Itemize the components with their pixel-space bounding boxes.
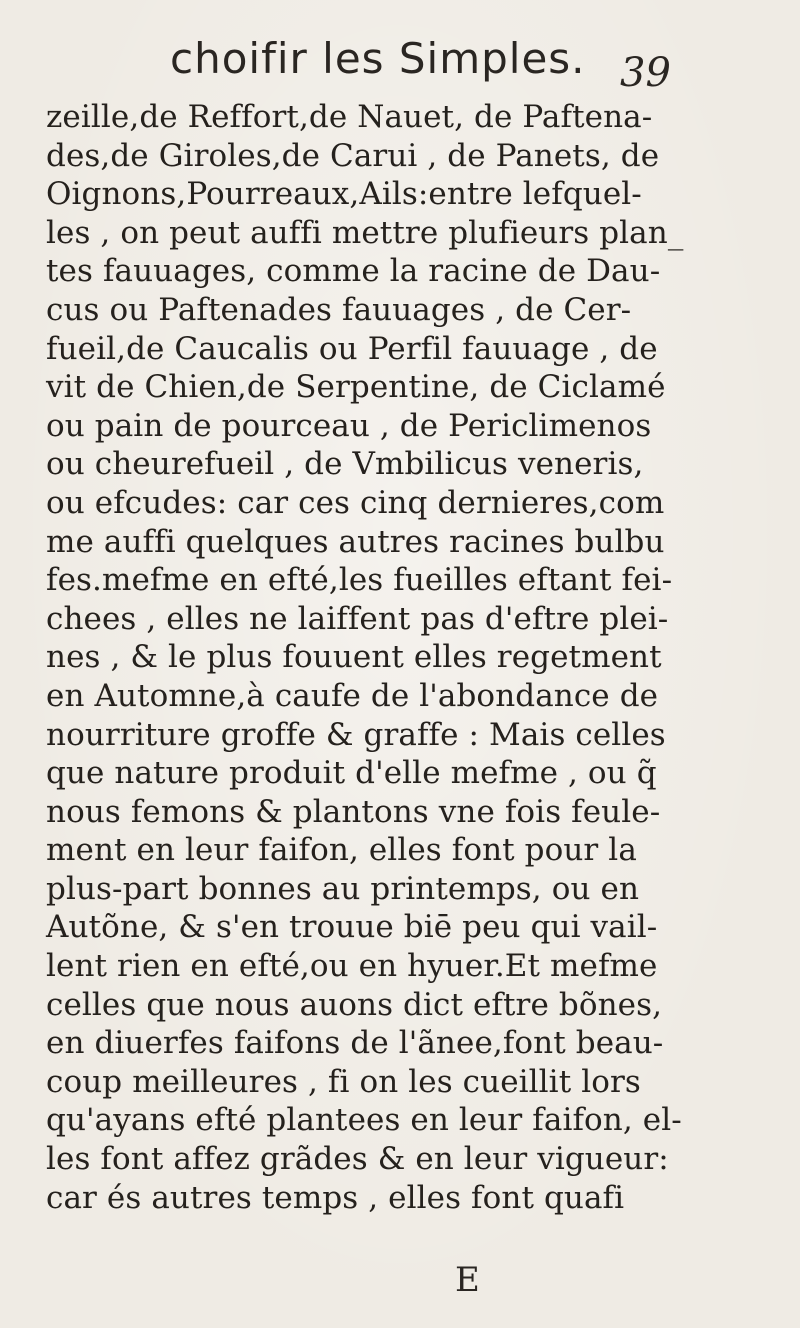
- text-line: coup meilleures , fi on les cueillit lors: [46, 1063, 641, 1100]
- text-line: nourriture groffe & graffe : Mais celles: [46, 716, 666, 753]
- text-line: me auffi quelques autres racines bulbu: [46, 523, 665, 560]
- text-line: tes fauuages, comme la racine de Dau-: [46, 253, 661, 290]
- text-line: plus-part bonnes au printemps, ou en: [46, 870, 640, 907]
- text-line: zeille,de Reffort,de Nauet, de Paftena-: [46, 99, 653, 135]
- text-line: que nature produit d'elle mefme , ou q̃: [46, 755, 657, 792]
- text-line: vit de Chien,de Serpentine, de Ciclamé: [46, 369, 666, 406]
- text-line: nous femons & plantons vne fois feule-: [46, 793, 661, 830]
- text-line: celles que nous auons dict eftre bõnes,: [46, 986, 663, 1023]
- text-line: Autõne, & s'en trouue biē peu qui vail-: [46, 909, 658, 946]
- text-line: lent rien en efté,ou en hyuer.Et mefme: [46, 948, 658, 985]
- page-header: [0, 28, 800, 96]
- text-line: ou pain de pourceau , de Periclimenos: [46, 407, 652, 444]
- text-line: nes , & le plus fouuent elles regetment: [46, 639, 662, 676]
- body-text: [46, 98, 766, 1217]
- text-line: ou efcudes: car ces cinq dernieres,com: [46, 484, 665, 521]
- running-head: choifir les Simples.: [170, 34, 586, 83]
- text-line: car és autres temps , elles font quafi: [46, 1179, 625, 1216]
- text-line: fes.mefme en efté,les fueilles eftant fei-: [46, 562, 673, 599]
- text-line: des,de Giroles,de Carui , de Panets, de: [46, 137, 660, 174]
- page-number: 39: [620, 50, 671, 96]
- text-line: Oignons,Pourreaux,Ails:entre lefquel-: [46, 176, 642, 213]
- text-line: ment en leur faifon, elles font pour la: [46, 832, 637, 869]
- text-line: les , on peut auffi mettre plufieurs plan_: [46, 214, 684, 251]
- text-line: cus ou Paftenades fauuages , de Cer-: [46, 291, 632, 328]
- text-line: les font affez grãdes & en leur vigueur:: [46, 1141, 669, 1178]
- text-line: ou cheurefueil , de Vmbilicus veneris,: [46, 446, 644, 483]
- signature-mark: E: [455, 1260, 480, 1300]
- text-line: en diuerfes faifons de l'ãnee,font beau-: [46, 1025, 664, 1062]
- text-line: fueil,de Caucalis ou Perfil fauuage , de: [46, 330, 658, 367]
- text-line: en Automne,à caufe de l'abondance de: [46, 677, 659, 714]
- text-line: chees , elles ne laiffent pas d'eftre plei-: [46, 600, 669, 637]
- text-line: qu'ayans efté plantees en leur faifon, el-: [46, 1102, 682, 1139]
